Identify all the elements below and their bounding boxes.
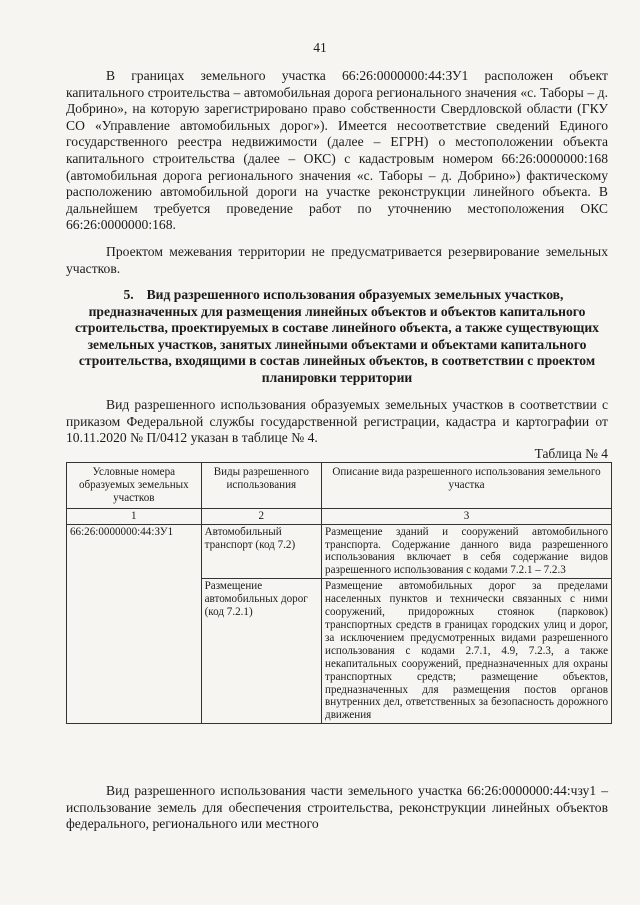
use-description-cell: Размещение зданий и сооружений автомобильного транспорта. Содержание данного вида разрешенного использования включает в себя содержание видов разрешенного использования с кодами 7.2.1 – 7.2.3 [322,524,612,579]
paragraph-plot-road: В границах земельного участка 66:26:0000000:44:ЗУ1 расположен объект капитального строительства – автомобильная дорога регионального значения «с. Таборы – д. Добрино», на которую зарегистрировано право собственности Свердловской области (ГКУ СО «Управление автомобильных дорог»). Имеется несоответствие сведений Единого государственного реестра недвижимости (далее – ЕГРН) о местоположении объекта капитального строительства (далее – ОКС) с кадастровым номером 66:26:0000000:168 (автомобильная дорога регионального значения «с. Таборы – д. Добрино») фактическому расположению автомобильной дороги на участке реконструкции линейного объекта. В дальнейшем требуется проведение работ по уточнению местоположения ОКС 66:26:0000000:168. [66,68,608,233]
header-use-type: Виды разрешенного использования [201,463,321,509]
use-type-cell: Автомобильный транспорт (код 7.2) [201,524,321,579]
column-number: 3 [322,508,612,524]
use-type-cell: Размещение автомобильных дорог (код 7.2.1) [201,579,321,724]
table-label: Таблица № 4 [534,446,608,461]
paragraph-no-reservation: Проектом межевания территории не предусматривается резервирование земельных участков. [66,244,608,276]
page-number: 41 [313,40,327,55]
table-column-numbers [67,508,612,524]
plot-number-cell: 66:26:0000000:44:ЗУ1 [67,524,202,724]
section-heading [66,287,608,387]
header-use-description: Описание вида разрешенного использования земельного участка [322,463,612,509]
table-header-row [67,463,612,509]
permitted-use-table [66,462,612,724]
paragraph-part-plot-use: Вид разрешенного использования части земельного участка 66:26:0000000:44:чзу1 – использование земель для обеспечения строительства, реконструкции линейных объектов федерального, регионального или местного [66,783,608,832]
column-number: 2 [201,508,321,524]
section-number: 5. [123,287,134,302]
table-row [67,524,612,579]
use-description-cell: Размещение автомобильных дорог за пределами населенных пунктов и технически связанных с ними сооружений, придорожных стоянок (парковок) транспортных средств в границах городских улиц и дорог, за исключением предусмотренных видами разрешенного использования с кодами 2.7.1, 4.9, 7.2.3, а также некапитальных сооружений, предназначенных для охраны транспортных средств; размещение объектов, предназначенных для размещения постов органов внутренних дел, ответственных за безопасность дорожного движения [322,579,612,724]
paragraph-permitted-use-intro: Вид разрешенного использования образуемых земельных участков в соответствии с приказом Федеральной службы государственной регистрации, кадастра и картографии от 10.11.2020 № П/0412 указан в таблице № 4. [66,397,608,446]
header-plot-number: Условные номера образуемых земельных участков [67,463,202,509]
section-title: Вид разрешенного использования образуемых земельных участков, предназначенных для размещения линейных объектов и объектов капитального строительства, проектируемых в составе линейного объекта, а также существующих земельных участков, занятых линейными объектами и объектами капитального строительства, входящими в состав линейных объектов, в соответствии с проектом планировки территории [75,287,599,385]
column-number: 1 [67,508,202,524]
